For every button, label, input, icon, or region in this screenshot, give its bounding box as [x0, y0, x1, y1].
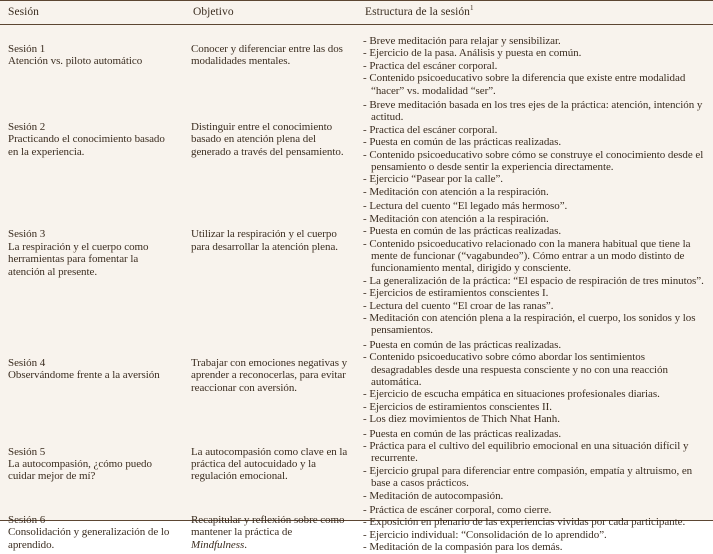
list-item: - Meditación de la compasión para los demás. — [363, 541, 563, 554]
table-row — [0, 25, 713, 98]
table-header-row — [0, 1, 713, 25]
list-item: - Práctica para el cultivo del equilibrio emocional en una situación difícil y recurrente. — [363, 440, 689, 465]
session-subtitle: Observándome frente a la aversión — [8, 369, 160, 382]
session-structure-list — [363, 428, 707, 502]
list-item: - Practica del escáner corporal. — [363, 59, 498, 72]
list-item: - Los diez movimientos de Thich Nhat Hanh. — [363, 413, 560, 426]
session-title: Sesión 5 — [8, 445, 46, 458]
list-item: - Meditación de autocompasión. — [363, 489, 504, 502]
session-structure-list — [363, 200, 707, 336]
cell-estructura — [357, 426, 713, 502]
cell-objetivo — [185, 198, 357, 336]
list-item: - Ejercicio de escucha empática en situaciones profesionales diarias. — [363, 388, 660, 401]
cell-sesion — [0, 502, 185, 554]
list-item: - Meditación con atención a la respiración. — [363, 212, 549, 225]
table-header — [0, 1, 713, 25]
session-structure-list — [363, 99, 707, 198]
session-objective-text: Recapitular y reflexión sobre como mantener la práctica de — [191, 514, 345, 539]
list-item: - Breve meditación basada en los tres ejes de la práctica: atención, intención y actitud. — [363, 99, 703, 124]
column-header-sesion: Sesión — [0, 1, 185, 25]
session-title: Sesión 2 — [8, 121, 46, 134]
column-header-objetivo: Objetivo — [185, 1, 357, 25]
list-item: - Puesta en común de las prácticas realizadas. — [363, 136, 562, 149]
session-objective: Distinguir entre el conocimiento basado en atención plena del generado a través del pensamiento. — [191, 121, 344, 158]
cell-estructura — [357, 25, 713, 98]
table-row — [0, 502, 713, 554]
list-item: - Ejercicios de estiramientos conscientes I. — [363, 287, 549, 300]
list-item: - Meditación con atención plena a la respiración, el cuerpo, los sonidos y los pensamientos. — [363, 311, 696, 337]
cell-objetivo — [185, 25, 357, 98]
list-item: - Meditación con atención a la respiración. — [363, 185, 549, 198]
session-structure-table — [0, 1, 713, 554]
cell-estructura — [357, 337, 713, 426]
table-row — [0, 337, 713, 426]
session-objective: Trabajar con emociones negativas y aprender a reconocerlas, para evitar reaccionar con aversión. — [191, 356, 348, 394]
list-item: - Practica del escáner corporal. — [363, 123, 498, 136]
list-item: - Puesta en común de las prácticas realizadas. — [363, 427, 562, 440]
list-item: - Puesta en común de las prácticas realizadas. — [363, 338, 562, 351]
list-item: - Lectura del cuento “El legado más hermoso”. — [363, 200, 568, 213]
column-header-estructura-label: Estructura de la sesión — [365, 6, 470, 18]
column-header-estructura — [357, 1, 713, 25]
session-subtitle: La autocompasión, ¿cómo puedo cuidar mejor de mí? — [8, 458, 152, 483]
cell-sesion — [0, 337, 185, 426]
cell-objetivo — [185, 426, 357, 502]
list-item: - Ejercicio individual: “Consolidación de lo aprendido”. — [363, 528, 607, 541]
session-structure-list — [363, 504, 707, 554]
cell-objetivo — [185, 97, 357, 198]
session-structure-list — [363, 339, 707, 426]
list-item: - Ejercicio “Pasear por la calle”. — [363, 173, 504, 186]
session-objective-emphasis: Mindfulness — [191, 538, 245, 551]
table-body — [0, 25, 713, 554]
session-title: Sesión 3 — [8, 228, 46, 241]
table-row — [0, 198, 713, 336]
cell-estructura — [357, 502, 713, 554]
cell-sesion — [0, 426, 185, 502]
session-objective: Conocer y diferenciar entre las dos modalidades mentales. — [191, 43, 343, 68]
cell-sesion — [0, 97, 185, 198]
session-subtitle: Practicando el conocimiento basado en la experiencia. — [8, 133, 165, 158]
list-item: - Práctica de escáner corporal, como cierre. — [363, 504, 552, 517]
table-row — [0, 97, 713, 198]
list-item: - Breve meditación para relajar y sensibilizar. — [363, 35, 561, 47]
list-item: - Puesta en común de las prácticas realizadas. — [363, 225, 562, 238]
cell-objetivo — [185, 337, 357, 426]
session-subtitle: Atención vs. piloto automático — [8, 55, 143, 68]
session-title: Sesión 4 — [8, 356, 46, 369]
session-objective — [191, 502, 349, 551]
list-item: - Contenido psicoeducativo relacionado con la manera habitual que tiene la mente de funcionar (“vagabundeo”). Cómo entrar a un modo distinto de funcionamiento mental, dirigido y consciente. — [363, 237, 691, 275]
cell-objetivo — [185, 502, 357, 554]
session-objective: Utilizar la respiración y el cuerpo para desarrollar la atención plena. — [191, 228, 338, 253]
cell-sesion — [0, 198, 185, 336]
list-item: - Contenido psicoeducativo sobre la diferencia que existe entre modalidad “hacer” vs. modalidad “ser”. — [363, 72, 686, 97]
cell-estructura — [357, 97, 713, 198]
list-item: - Contenido psicoeducativo sobre cómo se construye el conocimiento desde el pensamiento o desde sentir la experiencia directamente. — [363, 148, 704, 174]
list-item: - Lectura del cuento “El croar de las ranas”. — [363, 299, 554, 312]
session-objective: La autocompasión como clave en la práctica del autocuidado y la regulación emocional. — [191, 445, 348, 483]
session-subtitle: Consolidación y generalización de lo aprendido. — [8, 526, 170, 551]
list-item: - Contenido psicoeducativo sobre cómo abordar los sentimientos desagradables desde una respuesta consciente y no con una reacción automática. — [363, 351, 668, 388]
footnote-marker: 1 — [469, 4, 474, 13]
session-title: Sesión 1 — [8, 43, 46, 55]
session-objective-text-end: . — [244, 538, 247, 551]
list-item: - Ejercicios de estiramientos conscientes II. — [363, 400, 552, 413]
cell-sesion — [0, 25, 185, 98]
list-item: - Ejercicio grupal para diferenciar entre compasión, empatía y altruismo, en base a casos prácticos. — [363, 464, 693, 490]
list-item: - Ejercicio de la pasa. Análisis y puesta en común. — [363, 47, 582, 60]
session-title: Sesión 6 — [8, 514, 46, 527]
session-structure-list — [363, 35, 707, 97]
list-item: - La generalización de la práctica: “El espacio de respiración de tres minutos”. — [363, 274, 704, 287]
table-row — [0, 426, 713, 502]
cell-estructura — [357, 198, 713, 336]
list-item: - Exposición en plenario de las experiencias vividas por cada participante. — [363, 516, 686, 529]
session-subtitle: La respiración y el cuerpo como herramientas para fomentar la atención al presente. — [8, 240, 149, 278]
